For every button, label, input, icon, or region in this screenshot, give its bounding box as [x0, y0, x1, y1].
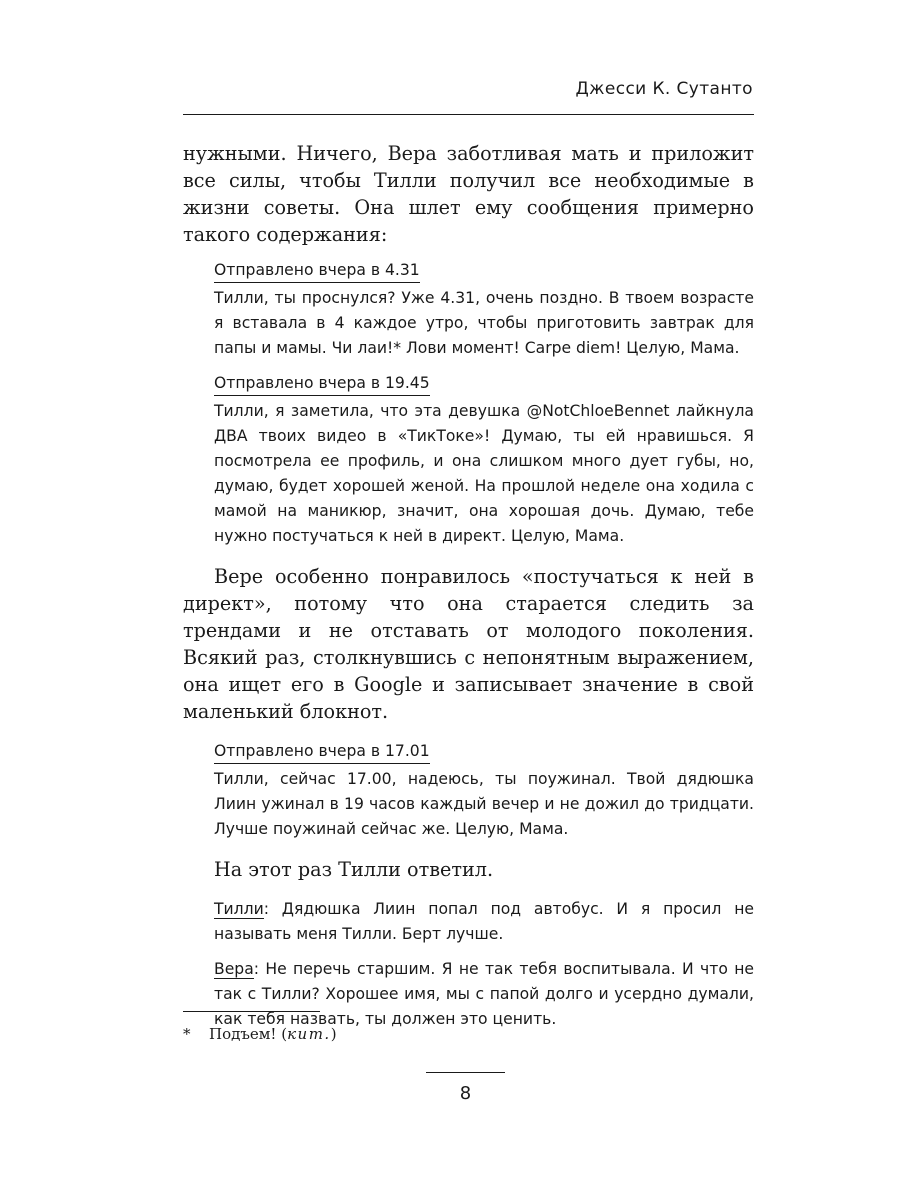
paragraph-3: На этот раз Тилли ответил.: [214, 858, 494, 881]
paragraph-2: Вере особенно понравилось «постучаться к ней в директ», потому что она старается следить за трендами и не отставать от молодого поколения. Всякий раз, столкнувшись с непонятным выражением, она ищет его в Google и записывает значение в свой маленький блокнот.: [183, 565, 754, 723]
dialogue-line-1: [214, 897, 754, 947]
footnote-language: кит.: [287, 1025, 331, 1043]
message-timestamp: Отправлено вчера в 4.31: [214, 260, 420, 283]
message-2: [214, 371, 754, 549]
message-timestamp: Отправлено вчера в 19.45: [214, 373, 430, 396]
footnote-text: Подъем! (: [209, 1025, 288, 1043]
running-header: Джесси К. Сутанто: [575, 79, 753, 99]
footnote-marker: *: [183, 1025, 191, 1043]
message-1: [214, 258, 754, 361]
message-3: [214, 739, 754, 842]
dialogue-text: : Дядюшка Лиин попал под автобус. И я просил не называть меня Тилли. Берт лучше.: [214, 900, 754, 943]
dialogue-line-2: [214, 957, 754, 1032]
message-text: Тилли, я заметила, что эта девушка @NotChloeBennet лайкнула ДВА твоих видео в «ТикТоке»! Думаю, ты ей нравишься. Я посмотрела ее профиль, и она слишком много дует губы, но, думаю, будет хорошей женой. На прошлой неделе она ходила с мамой на маникюр, значит, она хорошая дочь. Думаю, тебе нужно постучаться к ней в директ. Целую, Мама.: [214, 402, 754, 545]
page-body: [183, 140, 754, 1032]
message-timestamp: Отправлено вчера в 17.01: [214, 741, 430, 764]
footnote-divider: [183, 1011, 320, 1012]
paragraph-1: нужными. Ничего, Вера заботливая мать и приложит все силы, чтобы Тилли получил все необходимые в жизни советы. Она шлет ему сообщения примерно такого содержания:: [183, 142, 754, 246]
footnote-close: ): [330, 1025, 337, 1043]
speaker-label: Тилли: [214, 900, 264, 918]
header-divider: [183, 114, 754, 115]
dialogue-text: : Не перечь старшим. Я не так тебя воспитывала. И что не так с Тилли? Хорошее имя, мы с папой долго и усердно думали, как тебя назвать, ты должен это ценить.: [214, 960, 754, 1028]
message-text: Тилли, ты проснулся? Уже 4.31, очень поздно. В твоем возрасте я вставала в 4 каждое утро, чтобы приготовить завтрак для папы и мамы. Чи лаи!* Лови момент! Carpe diem! Целую, Мама.: [214, 289, 754, 357]
page-number-divider: [426, 1072, 505, 1073]
message-text: Тилли, сейчас 17.00, надеюсь, ты поужинал. Твой дядюшка Лиин ужинал в 19 часов каждый вечер и не дожил до тридцати. Лучше поужинай сейчас же. Целую, Мама.: [214, 770, 754, 838]
footnote: [183, 1024, 337, 1044]
page-number: 8: [459, 1083, 472, 1104]
speaker-label: Вера: [214, 960, 254, 978]
